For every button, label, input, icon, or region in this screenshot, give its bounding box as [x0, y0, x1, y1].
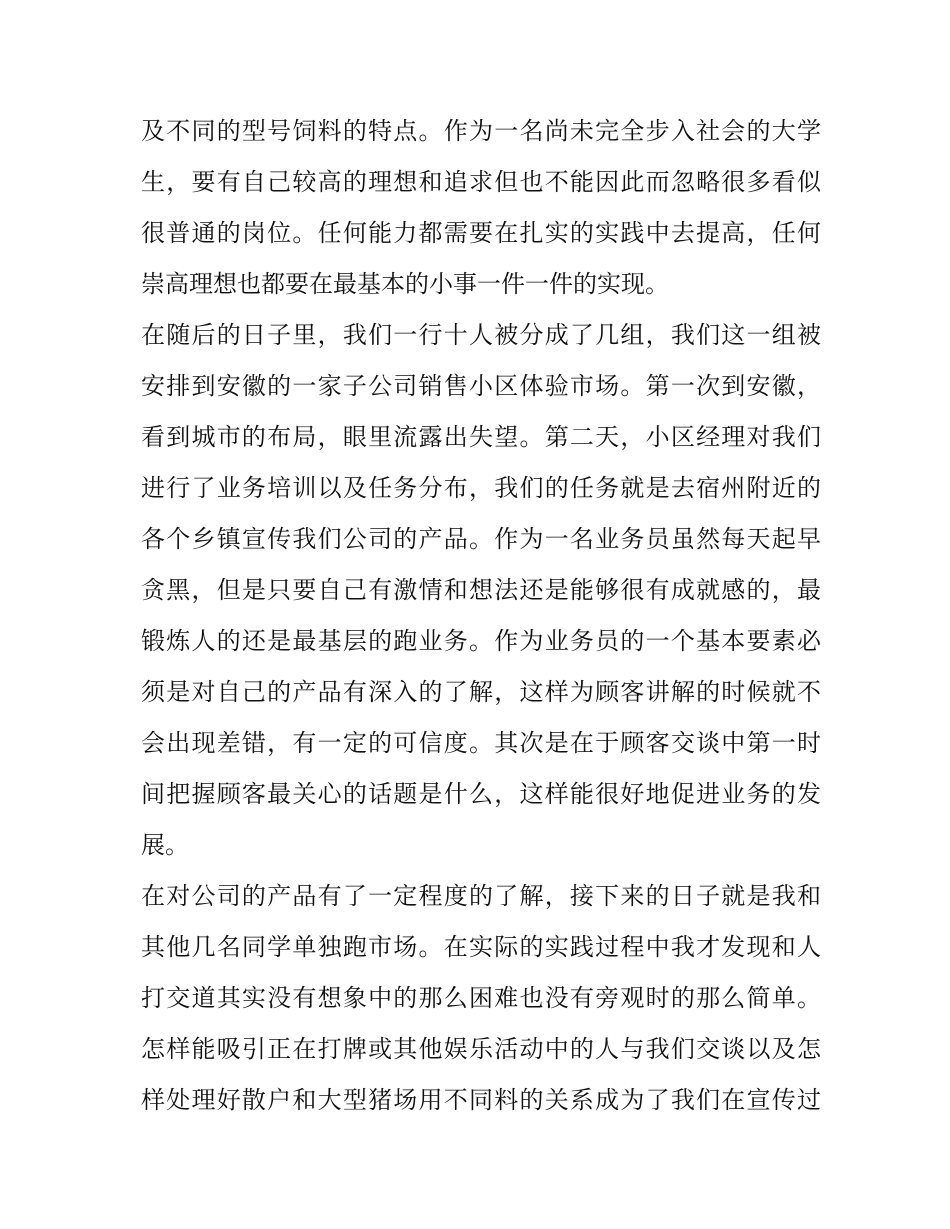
text-line: 锻炼人的还是最基层的跑业务。作为业务员的一个基本要素必: [141, 627, 821, 655]
text-line: 样处理好散户和大型猪场用不同料的关系成为了我们在宣传过: [141, 1086, 821, 1114]
text-line: 进行了业务培训以及任务分布，我们的任务就是去宿州附近的: [141, 474, 821, 502]
text-line: 看到城市的布局，眼里流露出失望。第二天，小区经理对我们: [141, 423, 821, 451]
text-line: 会出现差错，有一定的可信度。其次是在于顾客交谈中第一时: [141, 729, 821, 757]
text-line: 打交道其实没有想象中的那么困难也没有旁观时的那么简单。: [141, 984, 821, 1012]
text-line: 及不同的型号饲料的特点。作为一名尚未完全步入社会的大学: [141, 117, 821, 145]
text-line: 间把握顾客最关心的话题是什么，这样能很好地促进业务的发: [141, 780, 821, 808]
text-line: 须是对自己的产品有深入的了解，这样为顾客讲解的时候就不: [141, 678, 821, 706]
text-line: 其他几名同学单独跑市场。在实际的实践过程中我才发现和人: [141, 933, 821, 961]
text-line: 在对公司的产品有了一定程度的了解，接下来的日子就是我和: [141, 882, 821, 910]
text-line: 在随后的日子里，我们一行十人被分成了几组，我们这一组被: [141, 321, 821, 349]
text-line: 怎样能吸引正在打牌或其他娱乐活动中的人与我们交谈以及怎: [141, 1035, 821, 1063]
text-line: 展。: [141, 831, 189, 859]
text-line: 安排到安徽的一家子公司销售小区体验市场。第一次到安徽，: [141, 372, 821, 400]
text-line: 很普通的岗位。任何能力都需要在扎实的实践中去提高，任何: [141, 219, 821, 247]
text-line: 贪黑，但是只要自己有激情和想法还是能够很有成就感的，最: [141, 576, 821, 604]
text-line: 各个乡镇宣传我们公司的产品。作为一名业务员虽然每天起早: [141, 525, 821, 553]
text-line: 崇高理想也都要在最基本的小事一件一件的实现。: [141, 270, 669, 298]
text-line: 生，要有自己较高的理想和追求但也不能因此而忽略很多看似: [141, 168, 821, 196]
